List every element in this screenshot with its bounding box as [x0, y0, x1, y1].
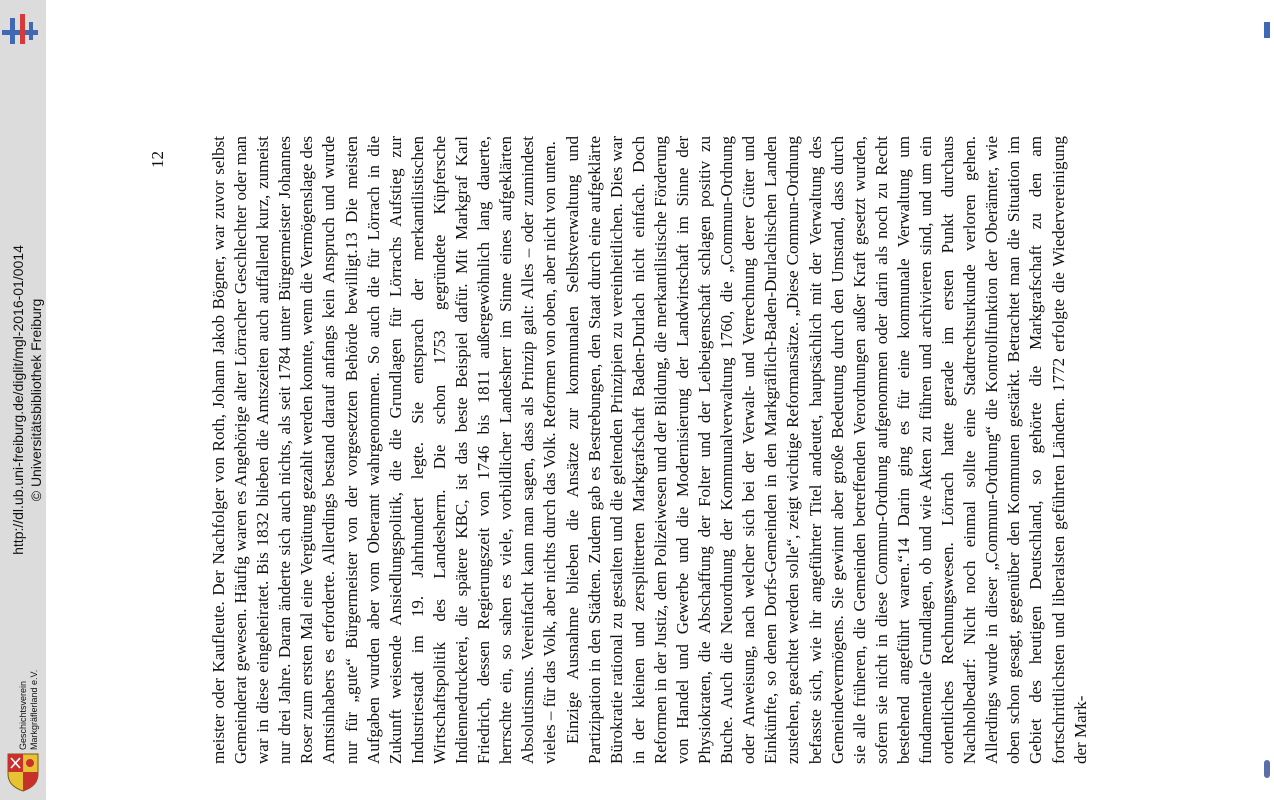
footer-url-link[interactable]: http://dl.ub.uni-freiburg.de/diglit/mgl-2016-01/0014	[10, 245, 26, 555]
publisher-line-1: Geschichtsverein	[18, 680, 28, 750]
paragraph: Einzige Ausnahme blieben die Ansätze zur kommunalen Selbstverwaltung und Partizipation in den Städten. Zudem gab es Bestrebungen, den Staat durch eine aufgeklärte Bürokratie rational zu gestalten und die geltenden Prinzipien zu vereinheitlichen. Dies war in der kleinen und zersplitterten Markgrafschaft Baden-Durlach nicht einfach. Doch Reformen in der Justiz, dem Polizeiwesen und der Bildung, die merkantilistische Förderung von Handel und Gewerbe und die Modernisierung der Landwirtschaft im Sinne der Physiokraten, die Abschaffung der Folter und der Leibeigenschaft schlagen positiv zu Buche. Auch die Neuordnung der Kommunalverwaltung 1760, die „Commun-Ordnung oder Anweisung, nach welcher sich bei der Verwalt- und Verrechnung derer Güter und Einkünfte, so denen Dorfs-Gemeinden in den Markgräflich-Baden-Durlachischen Landen zustehen, geachtet werden solle“, zeigt wichtige Reformansätze. „Diese Commun-Ordnung befasste sich, wie ihr angeführter Titel andeutet, hauptsächlich mit der Verwaltung des Gemeindevermögens. Sie gewinnt aber große Bedeutung durch den Umstand, dass durch sie alle früheren, die Gemeinden betreffenden Verordnungen außer Kraft gesetzt wurden, sofern sie nicht in diese Commun-Ordnung aufgenommen oder darin als noch zu Recht bestehend angeführt waren.“14 Darin ging es für eine kommunale Verwaltung um fundamentale Grundlagen, ob und wie Akten zu führen und archivieren sind, und um ein ordentliches Rechnungswesen. Lörrach hatte gerade im ersten Punkt durchaus Nachholbedarf: Nicht noch einmal sollte eine Stadtrechtsurkunde verloren gehen. Allerdings wurde in dieser „Commun-Ordnung“ die Kontrollfunktion der Oberämter, wie oben schon gesagt, gegenüber den Kommunen gestärkt. Betrachtet man die Situation im Gebiet des heutigen Deutschland, so gehörte die Markgrafschaft zu den am fortschrittlichsten und liberalsten geführten Ländern. 1772 erfolgte die Wiedervereinigung der Mark-	[562, 136, 1090, 764]
viewer-edge-marker-bottom	[1264, 760, 1270, 778]
publisher-label	[18, 670, 40, 750]
page-number: 12	[148, 151, 167, 168]
footer-copyright: © Universitätsbibliothek Freiburg	[28, 298, 44, 502]
publisher-line-2: Markgräflerland e.V.	[29, 669, 39, 750]
paragraph: meister oder Kaufleute. Der Nachfolger von Roth, Johann Jakob Bögner, war zuvor selbst Gemeinderat gewesen. Häufig waren es Angehörige alter Lörracher Geschlechter oder man war in diese eingeheiratet. Bis 1832 blieben die Amtszeiten auch auffallend kurz, zumeist nur drei Jahre. Daran änderte sich auch nichts, als seit 1784 unter Bürgermeister Johannes Roser zum ersten Mal eine Vergütung gezahlt werden konnte, wenn die Vermögenslage des Amtsinhabers es erforderte. Allerdings bestand darauf anfangs kein Anspruch und wurde nur für „gute“ Bürgermeister von der vorgesetzten Behörde bewilligt.13 Die meisten Aufgaben wurden aber vom Oberamt wahrgenommen. So auch die für Lörrach in die Zukunft weisende Ansiedlungspolitik, die die Grundlagen für Lörrachs Aufstieg zur Industriestadt im 19. Jahrhundert legte. Sie entsprach der merkantilistischen Wirtschaftspolitik des Landesherrn. Die schon 1753 gegründete Küpfersche Indiennedruckerei, die spätere KBC, ist das beste Beispiel dafür. Mit Markgraf Karl Friedrich, dessen Regierungszeit von 1746 bis 1811 außergewöhnlich lang dauerte, herrschte ein, so sahen es viele, vorbildlicher Landesherr im Sinne eines aufgeklärten Absolutismus. Vereinfacht kann man sagen, dass als Prinzip galt: Alles – oder zumindest vieles – für das Volk, aber nichts durch das Volk. Reformen von oben, aber nicht von unten.	[209, 136, 560, 764]
viewer-edge-marker-top	[1264, 22, 1270, 38]
body-text	[208, 136, 1138, 764]
